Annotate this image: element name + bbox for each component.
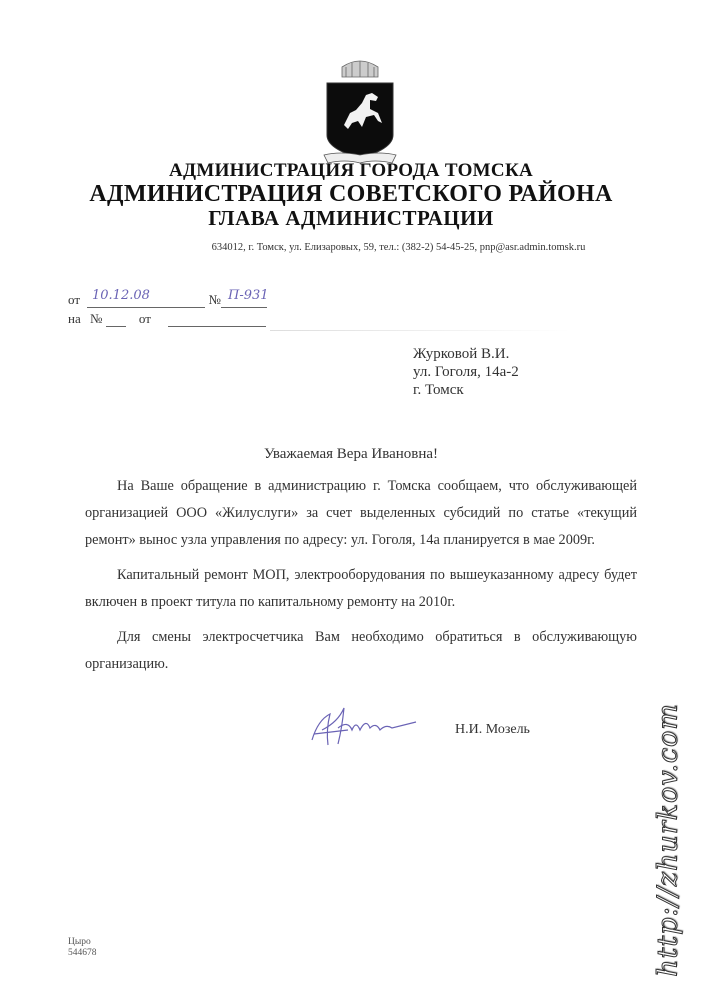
handwritten-signature — [308, 700, 418, 750]
recipient-city: г. Томск — [413, 382, 464, 398]
letter-body — [85, 473, 637, 678]
recipient-name: Журковой В.И. — [413, 346, 510, 362]
recipient-street: ул. Гоголя, 14а-2 — [413, 364, 519, 380]
signatory-name: Н.И. Мозель — [455, 722, 530, 737]
reply-number-label: № — [89, 311, 103, 326]
district-administration-title: АДМИНИСТРАЦИЯ СОВЕТСКОГО РАЙОНА — [89, 181, 613, 207]
recipient-block — [413, 345, 519, 399]
reply-date-line — [168, 312, 266, 327]
reply-from-label: от — [138, 311, 151, 326]
paragraph: Для смены электросчетчика Вам необходимо обратиться в обслуживающую организацию. — [85, 629, 637, 672]
executor-name: Цыро — [68, 937, 91, 947]
salutation: Уважаемая Вера Ивановна! — [263, 446, 439, 462]
handwritten-date: 10.12.08 — [92, 288, 150, 303]
watermark: http://zhurkov.com — [652, 703, 684, 977]
reply-number-line — [106, 312, 126, 327]
divider — [270, 330, 570, 331]
paragraph: На Ваше обращение в администрацию г. Томска сообщаем, что обслуживающей организацией ООО «Жилуслуги» за счет выделенных субсидий по статье «текущий ремонт» вынос узла управления по адресу: ул. Гоголя, 14а планируется в мае 2009г. — [85, 478, 637, 548]
registration-reply-row — [68, 311, 266, 327]
reply-label: на — [68, 311, 81, 326]
coat-of-arms-icon — [320, 55, 400, 165]
number-label: № — [208, 292, 221, 307]
paragraph: Капитальный ремонт МОП, электрооборудования по вышеуказанному адресу будет включен в проект титула по капитальному ремонту на 2010г. — [85, 567, 637, 610]
city-administration-title: АДМИНИСТРАЦИЯ ГОРОДА ТОМСКА — [168, 160, 534, 181]
executor-phone: 544678 — [68, 948, 97, 958]
handwritten-number: П-931 — [228, 288, 269, 303]
sender-address: 634012, г. Томск, ул. Елизаровых, 59, тел.: (382-2) 54-45-25, pnp@asr.admin.tomsk.ru — [211, 242, 586, 253]
head-of-administration-title: ГЛАВА АДМИНИСТРАЦИИ — [208, 206, 494, 230]
executor-info — [68, 937, 97, 959]
from-label: от — [68, 292, 81, 307]
